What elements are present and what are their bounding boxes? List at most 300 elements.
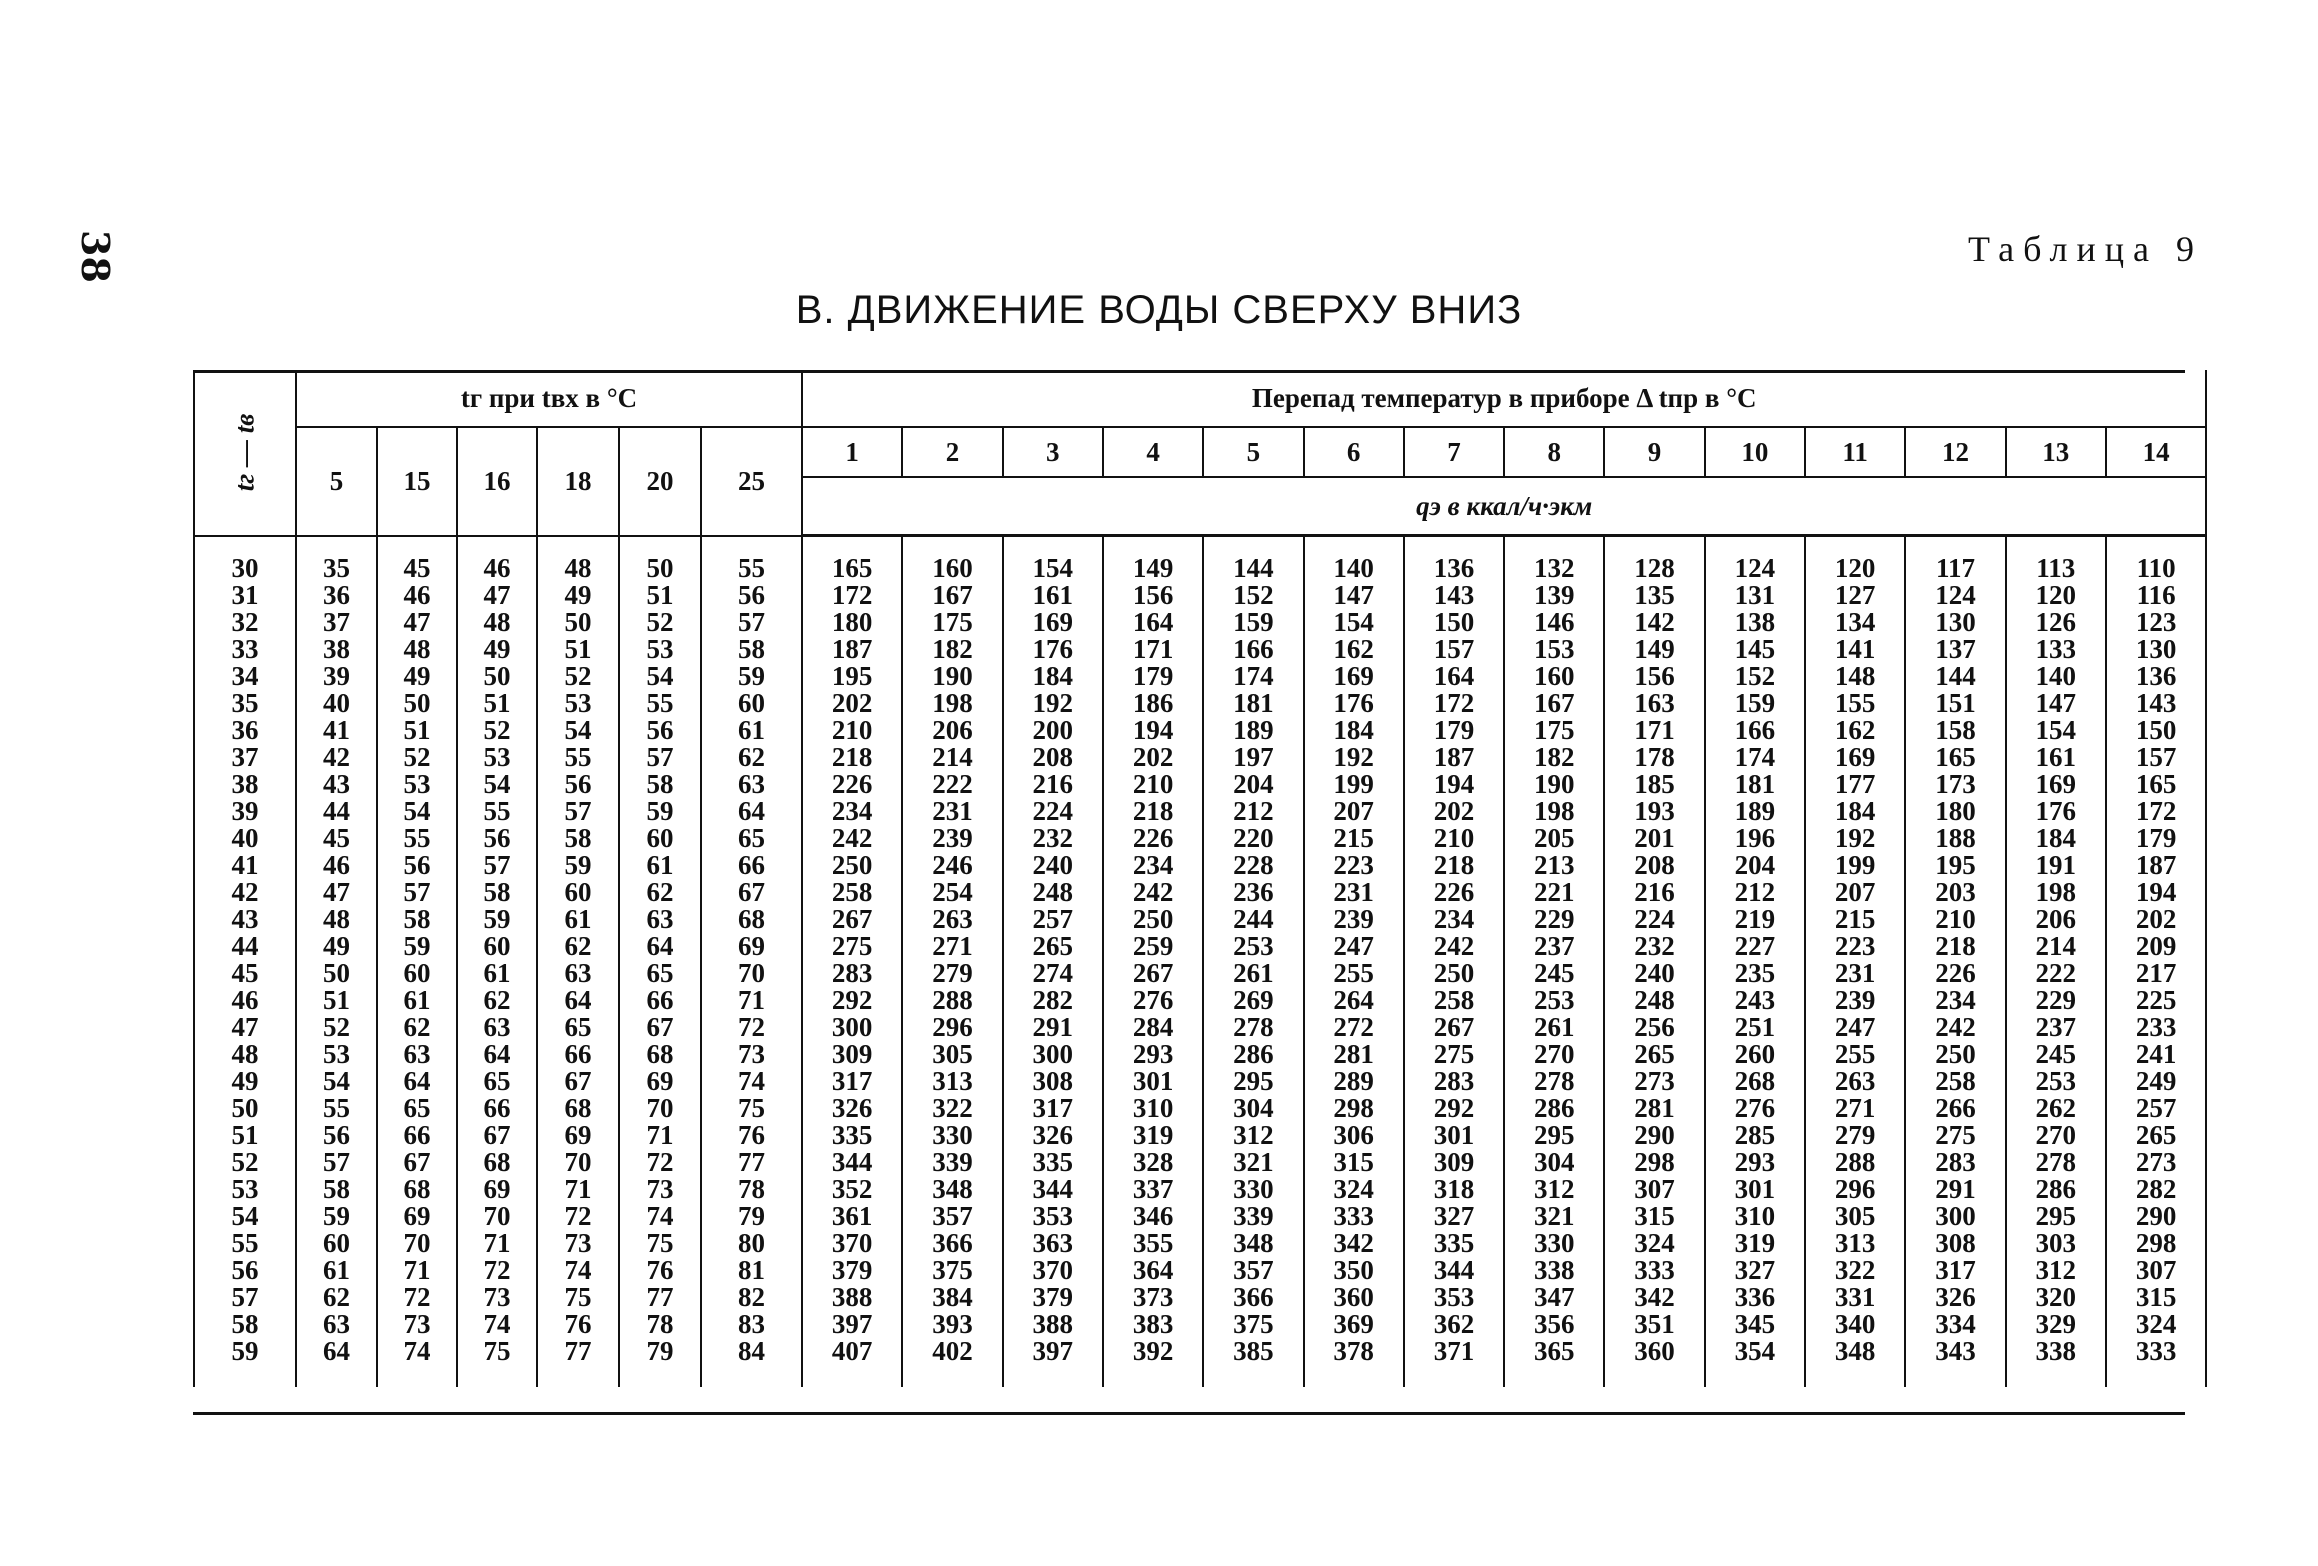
table-cell: 242 [1404, 933, 1504, 960]
table-cell: 313 [1805, 1230, 1905, 1257]
table-cell: 250 [1103, 906, 1203, 933]
table-cell: 338 [1504, 1257, 1604, 1284]
table-cell: 158 [1905, 717, 2005, 744]
table-cell: 45 [296, 825, 377, 852]
table-cell: 45 [377, 555, 457, 582]
table-cell: 219 [1705, 906, 1805, 933]
table-cell: 70 [537, 1149, 619, 1176]
table-cell: 169 [1003, 609, 1103, 636]
table-cell: 360 [1604, 1338, 1704, 1387]
table-cell: 172 [802, 582, 902, 609]
table-cell: 148 [1805, 663, 1905, 690]
table-cell: 57 [377, 879, 457, 906]
table-cell: 202 [1103, 744, 1203, 771]
table-cell: 113 [2006, 555, 2106, 582]
table-cell: 366 [1203, 1284, 1303, 1311]
table-cell: 71 [619, 1122, 701, 1149]
table-cell: 171 [1604, 717, 1704, 744]
table-cell: 49 [377, 663, 457, 690]
table-cell: 179 [1103, 663, 1203, 690]
row-stub-cell: 59 [194, 1338, 296, 1387]
table-cell: 136 [1404, 555, 1504, 582]
table-cell: 339 [1203, 1203, 1303, 1230]
table-cell: 189 [1203, 717, 1303, 744]
table-cell: 239 [902, 825, 1002, 852]
table-cell: 181 [1203, 690, 1303, 717]
table-cell: 227 [1705, 933, 1805, 960]
table-cell: 73 [457, 1284, 537, 1311]
table-cell: 233 [2106, 1014, 2207, 1041]
table-cell: 327 [1404, 1203, 1504, 1230]
group1-col-header: 20 [619, 427, 701, 536]
table-cell: 160 [902, 555, 1002, 582]
table-cell: 318 [1404, 1176, 1504, 1203]
table-cell: 157 [2106, 744, 2207, 771]
table-cell: 321 [1504, 1203, 1604, 1230]
table-cell: 75 [537, 1284, 619, 1311]
row-stub-cell: 51 [194, 1122, 296, 1149]
group2-col-header: 1 [802, 427, 902, 477]
table-cell: 74 [619, 1203, 701, 1230]
table-cell: 164 [1404, 663, 1504, 690]
table-cell: 364 [1103, 1257, 1203, 1284]
table-cell: 184 [1304, 717, 1404, 744]
table-cell: 69 [537, 1122, 619, 1149]
row-stub-cell: 58 [194, 1311, 296, 1338]
table-cell: 291 [1003, 1014, 1103, 1041]
table-cell: 75 [701, 1095, 802, 1122]
table-cell: 232 [1003, 825, 1103, 852]
table-cell: 330 [1504, 1230, 1604, 1257]
table-cell: 223 [1304, 852, 1404, 879]
table-cell: 243 [1705, 987, 1805, 1014]
table-cell: 75 [619, 1230, 701, 1257]
table-cell: 192 [1304, 744, 1404, 771]
table-cell: 369 [1304, 1311, 1404, 1338]
table-cell: 282 [2106, 1176, 2207, 1203]
table-cell: 288 [1805, 1149, 1905, 1176]
table-cell: 308 [1003, 1068, 1103, 1095]
table-cell: 214 [2006, 933, 2106, 960]
table-cell: 70 [457, 1203, 537, 1230]
table-cell: 62 [537, 933, 619, 960]
table-cell: 68 [701, 906, 802, 933]
table-cell: 322 [1805, 1257, 1905, 1284]
table-cell: 174 [1705, 744, 1805, 771]
table-cell: 55 [296, 1095, 377, 1122]
table-cell: 67 [619, 1014, 701, 1041]
table-cell: 64 [619, 933, 701, 960]
table-cell: 58 [457, 879, 537, 906]
table-row [194, 1257, 2206, 1284]
table-cell: 216 [1003, 771, 1103, 798]
table-row [194, 798, 2206, 825]
table-cell: 357 [902, 1203, 1002, 1230]
table-cell: 154 [1003, 555, 1103, 582]
table-cell: 347 [1504, 1284, 1604, 1311]
table-cell: 402 [902, 1338, 1002, 1387]
table-cell: 198 [1504, 798, 1604, 825]
table-cell: 63 [377, 1041, 457, 1068]
table-cell: 57 [537, 798, 619, 825]
table-cell: 139 [1504, 582, 1604, 609]
table-cell: 162 [1805, 717, 1905, 744]
table-cell: 51 [296, 987, 377, 1014]
table-cell: 261 [1504, 1014, 1604, 1041]
table-cell: 282 [1003, 987, 1103, 1014]
table-cell: 312 [1203, 1122, 1303, 1149]
table-cell: 165 [1905, 744, 2005, 771]
table-cell: 187 [1404, 744, 1504, 771]
table-cell: 182 [902, 636, 1002, 663]
table-cell: 61 [377, 987, 457, 1014]
table-cell: 58 [296, 1176, 377, 1203]
row-stub-cell: 52 [194, 1149, 296, 1176]
table-cell: 336 [1705, 1284, 1805, 1311]
table-cell: 239 [1304, 906, 1404, 933]
table-cell: 312 [2006, 1257, 2106, 1284]
table-cell: 244 [1203, 906, 1303, 933]
table-cell: 196 [1705, 825, 1805, 852]
group1-col-header: 5 [296, 427, 377, 536]
table-cell: 74 [457, 1311, 537, 1338]
table-cell: 275 [1905, 1122, 2005, 1149]
table-row [194, 609, 2206, 636]
table-cell: 55 [619, 690, 701, 717]
table-cell: 360 [1304, 1284, 1404, 1311]
table-cell: 46 [377, 582, 457, 609]
table-cell: 55 [701, 555, 802, 582]
table-cell: 149 [1103, 555, 1203, 582]
table-cell: 56 [296, 1122, 377, 1149]
table-cell: 189 [1705, 798, 1805, 825]
table-cell: 192 [1003, 690, 1103, 717]
table-cell: 206 [902, 717, 1002, 744]
row-stub-cell: 33 [194, 636, 296, 663]
table-cell: 283 [802, 960, 902, 987]
table-cell: 141 [1805, 636, 1905, 663]
table-cell: 253 [2006, 1068, 2106, 1095]
row-stub-cell: 41 [194, 852, 296, 879]
table-cell: 150 [1404, 609, 1504, 636]
table-cell: 320 [2006, 1284, 2106, 1311]
table-cell: 223 [1805, 933, 1905, 960]
table-cell: 172 [1404, 690, 1504, 717]
table-cell: 48 [537, 555, 619, 582]
table-cell: 169 [1304, 663, 1404, 690]
table-cell: 281 [1304, 1041, 1404, 1068]
table-cell: 205 [1504, 825, 1604, 852]
table-row [194, 1068, 2206, 1095]
group2-col-header: 13 [2006, 427, 2106, 477]
table-cell: 48 [377, 636, 457, 663]
table-cell: 210 [1404, 825, 1504, 852]
table-row [194, 960, 2206, 987]
table-cell: 131 [1705, 582, 1805, 609]
table-cell: 344 [1003, 1176, 1103, 1203]
table-cell: 210 [802, 717, 902, 744]
table-cell: 342 [1304, 1230, 1404, 1257]
table-cell: 62 [377, 1014, 457, 1041]
table-cell: 273 [2106, 1149, 2207, 1176]
table-cell: 256 [1604, 1014, 1704, 1041]
page-title: В. ДВИЖЕНИЕ ВОДЫ СВЕРХУ ВНИЗ [795, 288, 1523, 332]
table-cell: 194 [1404, 771, 1504, 798]
table-cell: 41 [296, 717, 377, 744]
table-cell: 184 [2006, 825, 2106, 852]
table-cell: 43 [296, 771, 377, 798]
row-stub-cell: 35 [194, 690, 296, 717]
group1-col-header: 16 [457, 427, 537, 536]
table-cell: 383 [1103, 1311, 1203, 1338]
table-cell: 295 [1504, 1122, 1604, 1149]
table-cell: 331 [1805, 1284, 1905, 1311]
table-cell: 55 [377, 825, 457, 852]
table-cell: 76 [537, 1311, 619, 1338]
table-cell: 62 [296, 1284, 377, 1311]
table-cell: 52 [619, 609, 701, 636]
table-cell: 163 [1604, 690, 1704, 717]
table-cell: 165 [2106, 771, 2207, 798]
table-cell: 234 [1103, 852, 1203, 879]
table-cell: 78 [701, 1176, 802, 1203]
table-cell: 348 [1805, 1338, 1905, 1387]
table-cell: 375 [1203, 1311, 1303, 1338]
table-cell: 80 [701, 1230, 802, 1257]
table-row [194, 1338, 2206, 1387]
table-cell: 191 [2006, 852, 2106, 879]
table-cell: 228 [1203, 852, 1303, 879]
group1-header: tг при tвх в °С [296, 370, 802, 427]
table-cell: 204 [1203, 771, 1303, 798]
table-cell: 73 [537, 1230, 619, 1257]
table-cell: 279 [902, 960, 1002, 987]
table-cell: 270 [1504, 1041, 1604, 1068]
table-cell: 213 [1504, 852, 1604, 879]
table-cell: 46 [296, 852, 377, 879]
table-cell: 57 [619, 744, 701, 771]
table-cell: 214 [902, 744, 1002, 771]
table-cell: 319 [1103, 1122, 1203, 1149]
table-cell: 338 [2006, 1338, 2106, 1387]
table-cell: 143 [2106, 690, 2207, 717]
row-stub-cell: 34 [194, 663, 296, 690]
table-cell: 397 [1003, 1338, 1103, 1387]
table-cell: 385 [1203, 1338, 1303, 1387]
table-cell: 218 [1905, 933, 2005, 960]
table-cell: 220 [1203, 825, 1303, 852]
table-cell: 37 [296, 609, 377, 636]
table-cell: 388 [1003, 1311, 1103, 1338]
table-cell: 258 [1905, 1068, 2005, 1095]
table-cell: 176 [1003, 636, 1103, 663]
group2-col-header: 5 [1203, 427, 1303, 477]
table-cell: 293 [1705, 1149, 1805, 1176]
table-cell: 350 [1304, 1257, 1404, 1284]
table-cell: 166 [1705, 717, 1805, 744]
table-cell: 353 [1003, 1203, 1103, 1230]
table-cell: 388 [802, 1284, 902, 1311]
table-cell: 197 [1203, 744, 1303, 771]
table-cell: 55 [457, 798, 537, 825]
table-cell: 54 [619, 663, 701, 690]
table-cell: 204 [1705, 852, 1805, 879]
row-stub-cell: 57 [194, 1284, 296, 1311]
table-cell: 180 [1905, 798, 2005, 825]
table-cell: 333 [1604, 1257, 1704, 1284]
table-cell: 308 [1905, 1230, 2005, 1257]
table-cell: 305 [1805, 1203, 1905, 1230]
table-cell: 218 [1103, 798, 1203, 825]
table-cell: 165 [802, 555, 902, 582]
table-cell: 53 [457, 744, 537, 771]
table-cell: 343 [1905, 1338, 2005, 1387]
table-cell: 50 [537, 609, 619, 636]
table-cell: 61 [619, 852, 701, 879]
table-cell: 130 [2106, 636, 2207, 663]
table-cell: 232 [1604, 933, 1704, 960]
table-cell: 56 [619, 717, 701, 744]
table-cell: 307 [2106, 1257, 2207, 1284]
table-cell: 54 [457, 771, 537, 798]
table-cell: 298 [1604, 1149, 1704, 1176]
table-cell: 222 [2006, 960, 2106, 987]
table-cell: 309 [802, 1041, 902, 1068]
data-table-container [193, 370, 2185, 1387]
row-stub-cell: 43 [194, 906, 296, 933]
table-cell: 140 [2006, 663, 2106, 690]
table-cell: 321 [1203, 1149, 1303, 1176]
table-cell: 58 [701, 636, 802, 663]
table-cell: 253 [1203, 933, 1303, 960]
table-cell: 296 [902, 1014, 1002, 1041]
table-cell: 254 [902, 879, 1002, 906]
table-cell: 298 [2106, 1230, 2207, 1257]
table-cell: 344 [1404, 1257, 1504, 1284]
table-cell: 132 [1504, 555, 1604, 582]
unit-row-header: qэ в ккал/ч·экм [802, 477, 2206, 536]
table-cell: 231 [902, 798, 1002, 825]
table-cell: 56 [457, 825, 537, 852]
table-row [194, 1095, 2206, 1122]
table-cell: 192 [1805, 825, 1905, 852]
table-cell: 307 [1604, 1176, 1704, 1203]
table-cell: 315 [2106, 1284, 2207, 1311]
table-cell: 296 [1805, 1176, 1905, 1203]
table-cell: 260 [1705, 1041, 1805, 1068]
table-cell: 77 [701, 1149, 802, 1176]
table-cell: 221 [1504, 879, 1604, 906]
table-cell: 76 [619, 1257, 701, 1284]
table-cell: 42 [296, 744, 377, 771]
table-cell: 262 [2006, 1095, 2106, 1122]
table-cell: 212 [1705, 879, 1805, 906]
table-cell: 67 [701, 879, 802, 906]
table-cell: 160 [1504, 663, 1604, 690]
data-table [193, 370, 2207, 1387]
table-cell: 365 [1504, 1338, 1604, 1387]
table-cell: 74 [537, 1257, 619, 1284]
table-cell: 143 [1404, 582, 1504, 609]
table-cell: 166 [1203, 636, 1303, 663]
table-cell: 304 [1203, 1095, 1303, 1122]
table-cell: 179 [1404, 717, 1504, 744]
table-cell: 212 [1203, 798, 1303, 825]
table-cell: 330 [902, 1122, 1002, 1149]
table-cell: 288 [902, 987, 1002, 1014]
table-cell: 53 [377, 771, 457, 798]
table-cell: 295 [2006, 1203, 2106, 1230]
table-cell: 178 [1604, 744, 1704, 771]
row-stub-cell: 40 [194, 825, 296, 852]
table-cell: 110 [2106, 555, 2207, 582]
table-cell: 278 [1203, 1014, 1303, 1041]
table-cell: 250 [802, 852, 902, 879]
table-cell: 258 [802, 879, 902, 906]
table-cell: 78 [619, 1311, 701, 1338]
table-row [194, 1014, 2206, 1041]
table-cell: 246 [902, 852, 1002, 879]
table-cell: 315 [1304, 1149, 1404, 1176]
table-cell: 215 [1304, 825, 1404, 852]
table-cell: 60 [619, 825, 701, 852]
table-cell: 361 [802, 1203, 902, 1230]
table-cell: 49 [457, 636, 537, 663]
table-cell: 130 [1905, 609, 2005, 636]
table-cell: 71 [377, 1257, 457, 1284]
table-row [194, 663, 2206, 690]
table-cell: 237 [1504, 933, 1604, 960]
table-cell: 156 [1103, 582, 1203, 609]
table-cell: 273 [1604, 1068, 1704, 1095]
table-cell: 242 [1103, 879, 1203, 906]
table-cell: 248 [1003, 879, 1103, 906]
table-cell: 79 [701, 1203, 802, 1230]
table-cell: 309 [1404, 1149, 1504, 1176]
table-cell: 175 [902, 609, 1002, 636]
table-cell: 337 [1103, 1176, 1203, 1203]
table-cell: 64 [537, 987, 619, 1014]
table-cell: 145 [1705, 636, 1805, 663]
table-cell: 226 [802, 771, 902, 798]
table-cell: 73 [377, 1311, 457, 1338]
table-cell: 70 [377, 1230, 457, 1257]
table-cell: 263 [902, 906, 1002, 933]
table-cell: 61 [457, 960, 537, 987]
table-cell: 370 [802, 1230, 902, 1257]
table-cell: 348 [1203, 1230, 1303, 1257]
table-cell: 147 [2006, 690, 2106, 717]
table-cell: 290 [1604, 1122, 1704, 1149]
table-row [194, 744, 2206, 771]
table-row [194, 582, 2206, 609]
table-cell: 261 [1203, 960, 1303, 987]
table-cell: 175 [1504, 717, 1604, 744]
table-cell: 255 [1805, 1041, 1905, 1068]
table-cell: 239 [1805, 987, 1905, 1014]
table-cell: 64 [701, 798, 802, 825]
table-cell: 240 [1003, 852, 1103, 879]
table-cell: 198 [902, 690, 1002, 717]
table-cell: 71 [701, 987, 802, 1014]
table-cell: 208 [1003, 744, 1103, 771]
table-row [194, 1311, 2206, 1338]
table-cell: 82 [701, 1284, 802, 1311]
table-cell: 283 [1905, 1149, 2005, 1176]
table-cell: 327 [1705, 1257, 1805, 1284]
table-cell: 249 [2106, 1068, 2207, 1095]
table-cell: 176 [1304, 690, 1404, 717]
